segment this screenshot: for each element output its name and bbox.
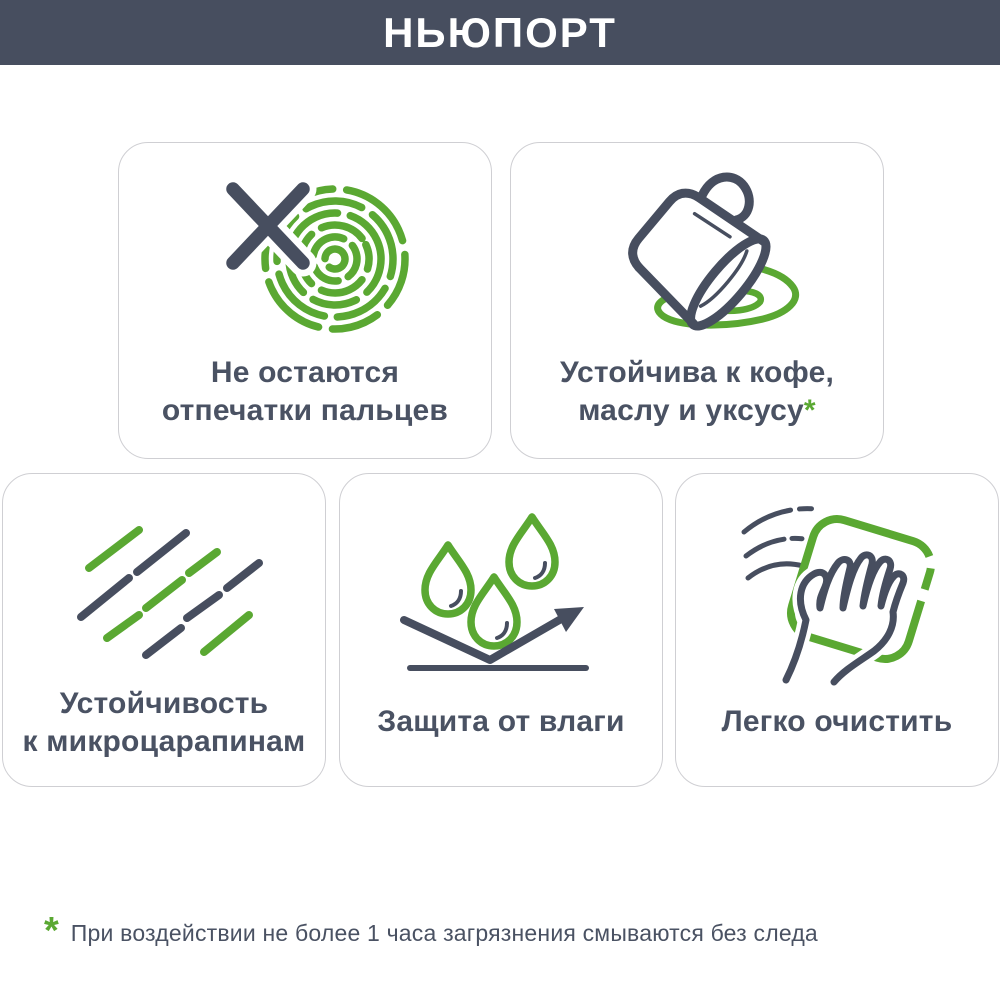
feature-card-stain-resistant [510, 142, 884, 459]
spilled-cup-icon [567, 159, 827, 349]
footnote-text: При воздействии не более 1 часа загрязнения смываются без следа [70, 920, 818, 946]
header-bar [0, 0, 1000, 65]
label-line: Устойчива к кофе, [559, 356, 834, 389]
feature-label [511, 354, 883, 430]
asterisk-marker: * [44, 910, 59, 952]
feature-card-scratch-resistant [2, 473, 326, 787]
scratches-icon [64, 500, 264, 660]
label-line: Защита от влаги [377, 705, 625, 738]
feature-card-moisture-protection [339, 473, 663, 787]
fingerprint-cross-icon [185, 159, 425, 344]
wiping-hand-icon [722, 488, 952, 688]
label-line: к микроцарапинам [22, 725, 306, 758]
footnote [44, 910, 818, 952]
label-line: отпечатки пальцев [161, 394, 449, 427]
feature-card-easy-clean [675, 473, 999, 787]
feature-label [340, 703, 662, 741]
label-line: Устойчивость [59, 687, 269, 720]
water-drops-icon [396, 490, 606, 680]
label-line: маслу и уксусу* [578, 394, 816, 427]
asterisk-marker: * [803, 394, 816, 427]
product-title: НЬЮПОРТ [383, 8, 617, 56]
label-line: Не остаются [210, 356, 400, 389]
feature-label [676, 703, 998, 741]
feature-card-no-fingerprints [118, 142, 492, 459]
feature-label [119, 354, 491, 430]
feature-label [3, 685, 325, 761]
label-line: Легко очистить [721, 705, 953, 738]
